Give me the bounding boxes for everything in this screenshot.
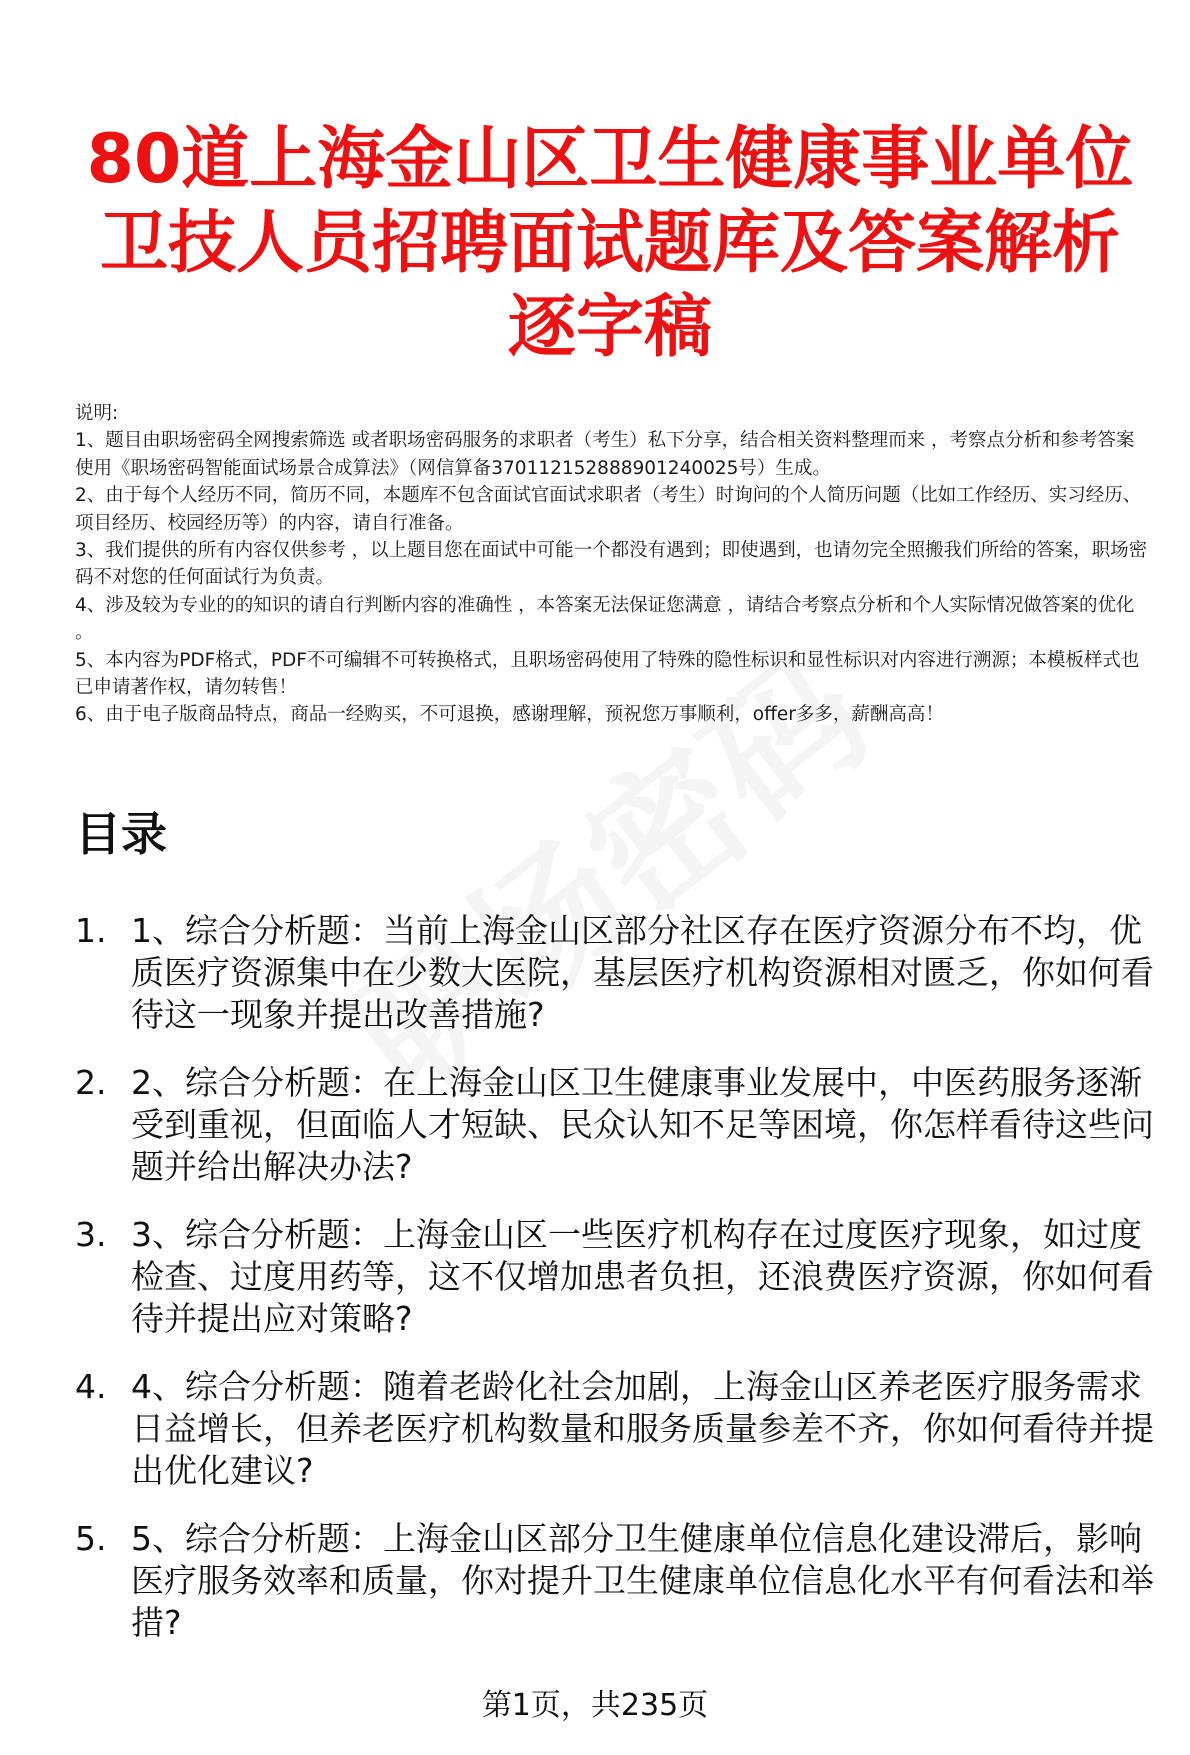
toc-item-4[interactable]: [75, 1366, 1165, 1492]
toc-item-number: 4.: [75, 1367, 107, 1406]
toc-item-text: 3、综合分析题：上海金山区一些医疗机构存在过度医疗现象，如过度检查、过度用药等，这不仅增加患者负担，还浪费医疗资源，你如何看待并提出应对策略?: [131, 1215, 1154, 1338]
title-line-3: 逐字稿: [507, 288, 712, 367]
note-item-4: 4、涉及较为专业的的知识的请自行判断内容的准确性 ，本答案无法保证您满意 ，请结合考察点分析和个人实际情况做答案的优化 。: [75, 594, 1135, 644]
toc-list: [75, 910, 1165, 1670]
title-line-2: 卫技人员招聘面试题库及答案解析: [99, 204, 1120, 283]
note-item-1: 1、题目由职场密码全网搜索筛选 或者职场密码服务的求职者（考生）私下分享，结合相关资料整理而来 ，考察点分析和参考答案使用《职场密码智能面试场景合成算法》（网信算备370112152888901240025号）生成。: [75, 430, 1135, 479]
toc-item-text: 2、综合分析题：在上海金山区卫生健康事业发展中，中医药服务逐渐受到重视，但面临人才短缺、民众认知不足等困境，你怎样看待这些问题并给出解决办法?: [131, 1063, 1154, 1186]
title-line-1: 80道上海金山区卫生健康事业单位: [86, 120, 1134, 199]
toc-item-2[interactable]: [75, 1062, 1165, 1188]
toc-heading: 目录: [75, 807, 167, 861]
document-title: [80, 118, 1140, 370]
page-footer: 第1页，共235页: [481, 1688, 709, 1723]
note-item-6: 6、由于电子版商品特点，商品一经购买，不可退换，感谢理解，预祝您万事顺利，offer多多，薪酬高高！: [75, 704, 944, 726]
note-item-3: 3、我们提供的所有内容仅供参考 ，以上题目您在面试中可能一个都没有遇到；即使遇到，也请勿完全照搬我们所给的答案，职场密码不对您的任何面试行为负责。: [75, 540, 1148, 589]
note-item-2: 2、由于每个人经历不同，简历不同，本题库不包含面试官面试求职者（考生）时询问的个人简历问题（比如工作经历、实习经历、项目经历、校园经历等）的内容，请自行准备。: [75, 485, 1142, 534]
notes-section: [75, 400, 1150, 729]
note-item-5: 5、本内容为PDF格式，PDF不可编辑不可转换格式，且职场密码使用了特殊的隐性标识和显性标识对内容进行溯源；本模板样式也已申请著作权，请勿转售！: [75, 649, 1140, 699]
toc-item-number: 3.: [75, 1215, 107, 1254]
toc-item-5[interactable]: [75, 1518, 1165, 1644]
toc-item-text: 5、综合分析题：上海金山区部分卫生健康单位信息化建设滞后，影响医疗服务效率和质量，你对提升卫生健康单位信息化水平有何看法和举措?: [131, 1519, 1154, 1642]
toc-item-text: 1、综合分析题：当前上海金山区部分社区存在医疗资源分布不均，优质医疗资源集中在少数大医院，基层医疗机构资源相对匮乏，你如何看待这一现象并提出改善措施?: [131, 911, 1154, 1034]
toc-item-number: 1.: [75, 911, 107, 950]
toc-item-number: 2.: [75, 1063, 107, 1102]
toc-item-1[interactable]: [75, 910, 1165, 1036]
toc-item-number: 5.: [75, 1519, 107, 1558]
toc-item-text: 4、综合分析题：随着老龄化社会加剧，上海金山区养老医疗服务需求日益增长，但养老医疗机构数量和服务质量参差不齐，你如何看待并提出优化建议?: [131, 1367, 1154, 1490]
notes-label: 说明:: [75, 403, 119, 424]
toc-item-3[interactable]: [75, 1214, 1165, 1340]
